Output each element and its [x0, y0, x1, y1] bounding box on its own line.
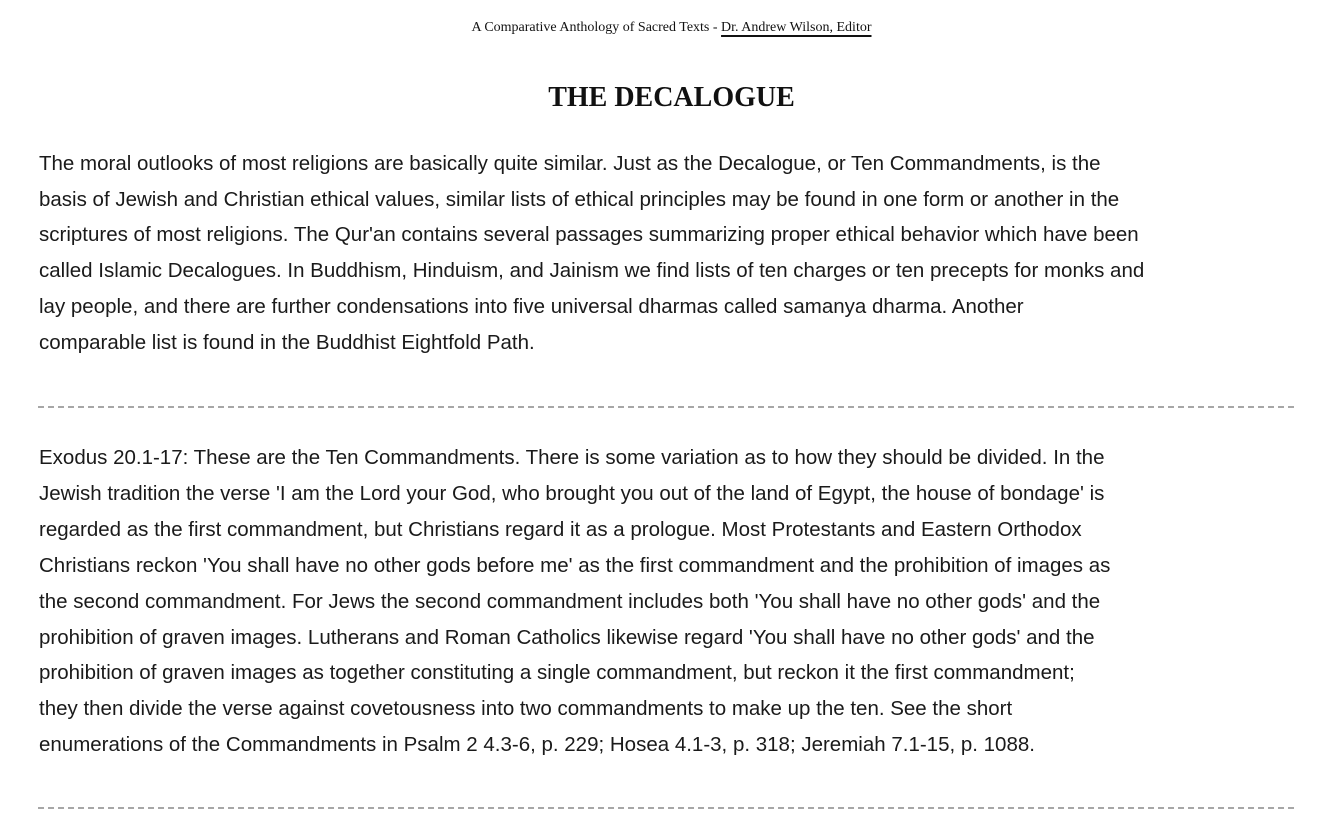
section-divider	[38, 406, 1294, 408]
section-title: THE DECALOGUE	[548, 82, 795, 113]
section-divider	[38, 807, 1294, 809]
exodus-line: they then divide the verse against covetousness into two commandments to make up the ten. See the short	[39, 697, 1013, 721]
exodus-line: prohibition of graven images as together constituting a single commandment, but reckon it the first commandment;	[39, 661, 1075, 685]
exodus-line: enumerations of the Commandments in Psalm 2 4.3-6, p. 229; Hosea 4.1-3, p. 318; Jeremiah 7.1-15, p. 1088.	[39, 733, 1035, 757]
exodus-line: Christians reckon 'You shall have no other gods before me' as the first commandment and the prohibition of images as	[39, 553, 1111, 577]
editor-name: Dr. Andrew Wilson, Editor	[721, 20, 872, 35]
exodus-line: the second commandment. For Jews the second commandment includes both 'You shall have no other gods' and the	[39, 589, 1101, 613]
exodus-line: prohibition of graven images. Lutherans and Roman Catholics likewise regard 'You shall have no other gods' and the	[39, 625, 1095, 649]
exodus-paragraph	[39, 440, 1309, 763]
intro-line: basis of Jewish and Christian ethical values, similar lists of ethical principles may be found in one form or another in the	[39, 187, 1120, 211]
intro-paragraph	[39, 146, 1309, 360]
exodus-line: Exodus 20.1-17: These are the Ten Commandments. There is some variation as to how they should be divided. In the	[39, 446, 1105, 469]
intro-line: scriptures of most religions. The Qur'an contains several passages summarizing proper ethical behavior which have been	[39, 223, 1139, 247]
intro-line: The moral outlooks of most religions are basically quite similar. Just as the Decalogue, or Ten Commandments, is the	[39, 152, 1101, 175]
intro-line: called Islamic Decalogues. In Buddhism, Hinduism, and Jainism we find lists of ten charges or ten precepts for monks and	[39, 259, 1145, 283]
exodus-line: regarded as the first commandment, but Christians regard it as a prologue. Most Protestants and Eastern Orthodox	[39, 517, 1082, 541]
anthology-header	[0, 6, 1343, 50]
exodus-line: Jewish tradition the verse 'I am the Lord your God, who brought you out of the land of Egypt, the house of bondage' is	[39, 481, 1105, 505]
intro-line: comparable list is found in the Buddhist Eightfold Path.	[39, 330, 535, 354]
intro-line: lay people, and there are further condensations into five universal dharmas called samanya dharma. Another	[39, 294, 1024, 318]
anthology-title: A Comparative Anthology of Sacred Texts -	[471, 20, 722, 35]
